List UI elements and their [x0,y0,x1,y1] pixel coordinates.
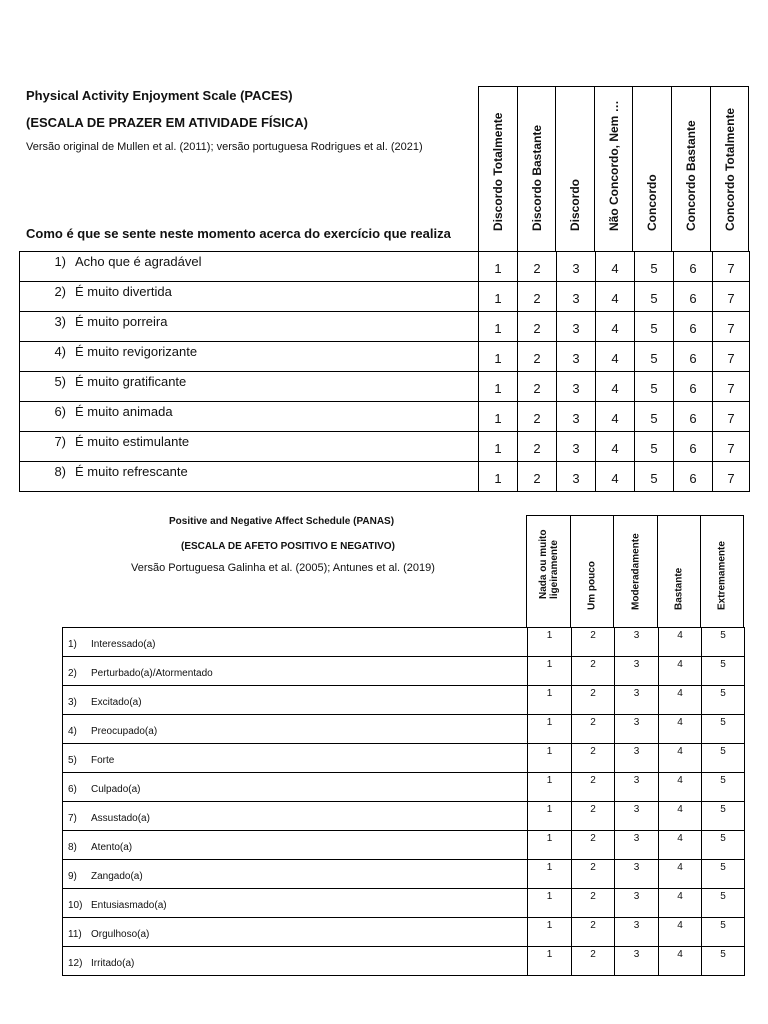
paces-column-header [555,86,595,252]
panas-items-table [62,627,745,976]
paces-subtitle: (ESCALA DE PRAZER EM ATIVIDADE FÍSICA) [26,115,308,130]
rating-option[interactable]: 1 [528,686,572,715]
rating-option[interactable]: 6 [674,252,713,282]
rating-option[interactable]: 1 [479,282,518,312]
panas-item-cell [63,802,528,831]
rating-option[interactable]: 4 [596,462,635,492]
item-number: 6) [68,783,77,795]
paces-column-header-label: Discordo [568,178,582,231]
rating-option[interactable]: 1 [528,802,572,831]
rating-option[interactable]: 4 [659,686,702,715]
rating-option[interactable]: 4 [659,657,702,686]
rating-option[interactable]: 3 [615,802,659,831]
item-number: 12) [68,957,83,969]
rating-option[interactable]: 5 [702,802,745,831]
item-number: 2) [68,667,77,679]
item-label: É muito refrescante [75,464,188,479]
rating-option[interactable]: 4 [596,252,635,282]
paces-row [20,372,750,402]
rating-option[interactable]: 3 [615,889,659,918]
rating-option[interactable]: 7 [713,252,750,282]
rating-option[interactable]: 7 [713,432,750,462]
rating-option[interactable]: 5 [635,282,674,312]
item-number: 4) [54,344,66,359]
rating-option[interactable]: 2 [572,860,615,889]
rating-option[interactable]: 3 [615,860,659,889]
rating-option[interactable]: 1 [528,947,572,976]
paces-column-header [478,86,518,252]
rating-option[interactable]: 3 [557,252,596,282]
panas-row [63,802,745,831]
rating-option[interactable]: 5 [702,860,745,889]
item-number: 1) [54,254,66,269]
rating-option[interactable]: 2 [572,773,615,802]
rating-option[interactable]: 3 [557,312,596,342]
rating-option[interactable]: 2 [518,432,557,462]
item-number: 7) [68,812,77,824]
paces-question: Como é que se sente neste momento acerca do exercício que realiza [26,226,451,241]
item-number: 10) [68,899,83,911]
panas-column-header-label: Bastante [673,567,685,610]
rating-option[interactable]: 6 [674,372,713,402]
panas-source: Versão Portuguesa Galinha et al. (2005); Antunes et al. (2019) [131,562,435,574]
rating-option[interactable]: 4 [659,918,702,947]
item-number: 8) [68,841,77,853]
rating-option[interactable]: 7 [713,462,750,492]
paces-column-header [671,86,711,252]
paces-item-cell [20,432,479,462]
paces-row [20,402,750,432]
rating-option[interactable]: 5 [702,889,745,918]
item-label: É muito estimulante [75,434,190,449]
panas-item-cell [63,686,528,715]
panas-row [63,860,745,889]
rating-option[interactable]: 3 [615,686,659,715]
paces-column-header-label: Concordo [645,174,659,231]
rating-option[interactable]: 1 [528,831,572,860]
paces-items-table [19,251,750,492]
paces-row [20,252,750,282]
rating-option[interactable]: 1 [528,773,572,802]
panas-column-header [700,515,744,628]
panas-column-header [570,515,614,628]
item-number: 1) [68,638,77,650]
panas-item-cell [63,831,528,860]
item-label: Entusiasmado(a) [91,899,167,911]
rating-option[interactable]: 5 [702,773,745,802]
rating-option[interactable]: 2 [518,342,557,372]
paces-item-cell [20,372,479,402]
paces-item-cell [20,402,479,432]
panas-row [63,744,745,773]
rating-option[interactable]: 7 [713,312,750,342]
paces-row [20,282,750,312]
rating-option[interactable]: 3 [557,372,596,402]
rating-option[interactable]: 1 [479,462,518,492]
rating-option[interactable]: 4 [659,889,702,918]
panas-column-header-label: Extremamente [716,541,728,610]
rating-option[interactable]: 5 [635,372,674,402]
rating-option[interactable]: 1 [479,402,518,432]
rating-option[interactable]: 4 [659,831,702,860]
item-label: É muito gratificante [75,374,187,389]
rating-option[interactable]: 5 [635,402,674,432]
item-label: Orgulhoso(a) [91,928,150,940]
rating-option[interactable]: 5 [702,657,745,686]
panas-column-header [613,515,658,628]
rating-option[interactable]: 3 [615,831,659,860]
rating-option[interactable]: 2 [572,628,615,657]
panas-column-header-label: Moderadamente [630,533,641,610]
panas-item-cell [63,860,528,889]
panas-column-header [657,515,701,628]
item-number: 5) [54,374,66,389]
rating-option[interactable]: 3 [615,918,659,947]
rating-option[interactable]: 3 [615,715,659,744]
rating-option[interactable]: 6 [674,312,713,342]
rating-option[interactable]: 3 [615,773,659,802]
rating-option[interactable]: 1 [479,372,518,402]
rating-option[interactable]: 7 [713,372,750,402]
item-number: 3) [68,696,77,708]
item-label: É muito divertida [75,284,172,299]
item-number: 6) [54,404,66,419]
rating-option[interactable]: 3 [557,432,596,462]
rating-option[interactable]: 5 [635,432,674,462]
paces-item-cell [20,342,479,372]
rating-option[interactable]: 2 [518,282,557,312]
panas-row [63,831,745,860]
item-number: 7) [54,434,66,449]
rating-option[interactable]: 5 [702,831,745,860]
paces-column-header-label: Discordo Totalmente [491,112,505,231]
rating-option[interactable]: 6 [674,432,713,462]
rating-option[interactable]: 5 [635,462,674,492]
paces-row [20,342,750,372]
panas-item-cell [63,918,528,947]
rating-option[interactable]: 5 [702,744,745,773]
rating-option[interactable]: 4 [596,282,635,312]
item-label: Preocupado(a) [91,725,158,737]
rating-option[interactable]: 4 [659,860,702,889]
item-label: Culpado(a) [91,783,141,795]
item-number: 11) [68,928,82,940]
paces-row [20,432,750,462]
item-label: Zangado(a) [91,870,143,882]
item-label: Interessado(a) [91,638,156,650]
rating-option[interactable]: 2 [572,715,615,744]
rating-option[interactable]: 1 [528,715,572,744]
panas-column-header-label: Um pouco [586,561,598,610]
item-number: 3) [54,314,66,329]
rating-option[interactable]: 5 [702,686,745,715]
rating-option[interactable]: 4 [596,372,635,402]
paces-column-header-label: Concordo Totalmente [722,107,737,231]
rating-option[interactable]: 3 [615,628,659,657]
panas-item-cell [63,773,528,802]
paces-column-header-label: Concordo Bastante [684,120,698,231]
item-label: É muito revigorizante [75,344,198,359]
rating-option[interactable]: 3 [557,462,596,492]
rating-option[interactable]: 2 [518,462,557,492]
panas-item-cell [63,628,528,657]
rating-option[interactable]: 5 [702,918,745,947]
panas-row [63,947,745,976]
rating-option[interactable]: 3 [615,657,659,686]
rating-option[interactable]: 1 [528,744,572,773]
rating-option[interactable]: 4 [659,628,702,657]
rating-option[interactable]: 1 [479,252,518,282]
rating-option[interactable]: 4 [659,744,702,773]
rating-option[interactable]: 2 [572,831,615,860]
panas-item-cell [63,657,528,686]
rating-option[interactable]: 2 [572,918,615,947]
item-number: 9) [68,870,77,882]
item-number: 2) [54,284,66,299]
paces-column-header [517,86,556,252]
rating-option[interactable]: 5 [635,342,674,372]
item-label: Irritado(a) [91,957,135,969]
rating-option[interactable]: 2 [572,744,615,773]
rating-option[interactable]: 3 [557,282,596,312]
rating-option[interactable]: 7 [713,282,750,312]
panas-item-cell [63,889,528,918]
item-label: Assustado(a) [91,812,150,824]
rating-option[interactable]: 2 [518,372,557,402]
rating-option[interactable]: 2 [572,686,615,715]
rating-option[interactable]: 1 [528,889,572,918]
paces-row [20,312,750,342]
rating-option[interactable]: 4 [659,773,702,802]
panas-row [63,657,745,686]
panas-column-header [526,515,571,628]
rating-option[interactable]: 2 [518,252,557,282]
item-number: 8) [54,464,66,479]
rating-option[interactable]: 2 [572,802,615,831]
rating-option[interactable]: 2 [518,402,557,432]
rating-option[interactable]: 7 [713,342,750,372]
panas-subtitle: (ESCALA DE AFETO POSITIVO E NEGATIVO) [181,541,395,552]
paces-column-header-label: Discordo Bastante [529,124,544,231]
rating-option[interactable]: 5 [635,252,674,282]
item-number: 4) [68,725,77,737]
rating-option[interactable]: 6 [674,402,713,432]
rating-option[interactable]: 1 [528,657,572,686]
rating-option[interactable]: 5 [702,947,745,976]
rating-option[interactable]: 4 [596,342,635,372]
paces-column-header [710,86,749,252]
item-label: Acho que é agradável [75,254,202,269]
rating-option[interactable]: 6 [674,342,713,372]
paces-title: Physical Activity Enjoyment Scale (PACES) [26,88,293,103]
rating-option[interactable]: 3 [615,947,659,976]
item-label: Atento(a) [91,841,133,853]
rating-option[interactable]: 6 [674,282,713,312]
rating-option[interactable]: 1 [479,312,518,342]
rating-option[interactable]: 4 [596,312,635,342]
rating-option[interactable]: 3 [557,342,596,372]
panas-column-header-label: Nada ou muito ligeiramente [537,529,560,599]
rating-option[interactable]: 5 [702,715,745,744]
panas-row [63,918,745,947]
paces-item-cell [20,282,479,312]
panas-item-cell [63,947,528,976]
paces-row [20,462,750,492]
paces-column-header-label: Não Concordo, Nem … [606,100,621,231]
item-label: Forte [91,754,115,766]
rating-option[interactable]: 1 [528,628,572,657]
panas-row [63,686,745,715]
rating-option[interactable]: 7 [713,402,750,432]
rating-option[interactable]: 4 [659,802,702,831]
rating-option[interactable]: 3 [615,744,659,773]
paces-column-header [594,86,633,252]
rating-option[interactable]: 6 [674,462,713,492]
paces-item-cell [20,252,479,282]
item-label: Excitado(a) [91,696,142,708]
item-label: É muito animada [75,404,173,419]
panas-row [63,773,745,802]
rating-option[interactable]: 1 [479,432,518,462]
rating-option[interactable]: 4 [659,715,702,744]
rating-option[interactable]: 2 [572,947,615,976]
paces-column-header [632,86,672,252]
rating-option[interactable]: 3 [557,402,596,432]
panas-row [63,889,745,918]
panas-title: Positive and Negative Affect Schedule (PANAS) [169,516,395,527]
rating-option[interactable]: 5 [702,628,745,657]
rating-option[interactable]: 1 [479,342,518,372]
paces-item-cell [20,462,479,492]
rating-option[interactable]: 5 [635,312,674,342]
rating-option[interactable]: 4 [596,432,635,462]
rating-option[interactable]: 2 [572,657,615,686]
rating-option[interactable]: 1 [528,918,572,947]
item-label: É muito porreira [75,314,168,329]
panas-row [63,628,745,657]
panas-item-cell [63,744,528,773]
panas-item-cell [63,715,528,744]
rating-option[interactable]: 2 [572,889,615,918]
item-number: 5) [68,754,77,766]
rating-option[interactable]: 2 [518,312,557,342]
rating-option[interactable]: 4 [659,947,702,976]
panas-row [63,715,745,744]
paces-source: Versão original de Mullen et al. (2011); versão portuguesa Rodrigues et al. (2021) [26,141,423,153]
item-label: Perturbado(a)/Atormentado [91,667,213,679]
paces-item-cell [20,312,479,342]
rating-option[interactable]: 1 [528,860,572,889]
rating-option[interactable]: 4 [596,402,635,432]
